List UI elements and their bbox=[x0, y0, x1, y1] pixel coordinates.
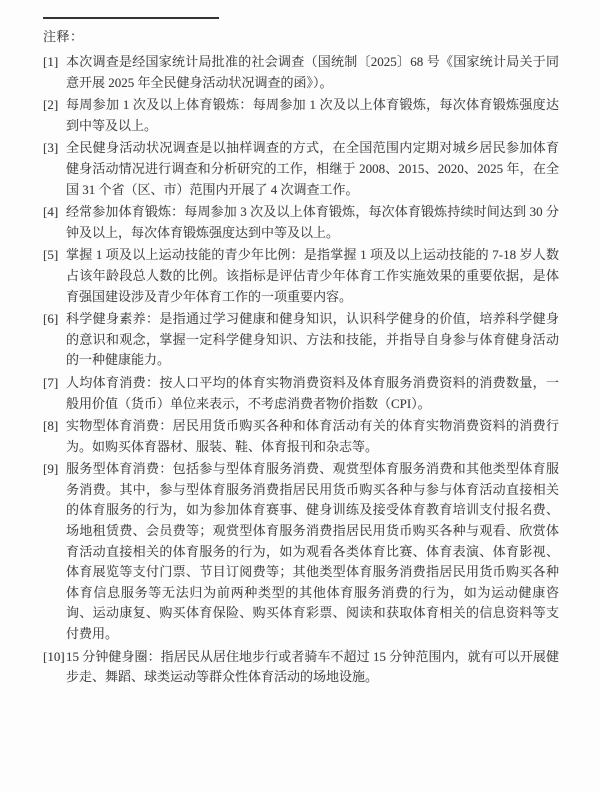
note-item bbox=[43, 416, 559, 457]
note-marker: [8] bbox=[43, 418, 59, 434]
note-item bbox=[43, 52, 559, 93]
note-item bbox=[43, 138, 559, 200]
notes-heading: 注释： bbox=[43, 29, 84, 44]
note-item bbox=[43, 245, 559, 307]
note-marker: [9] bbox=[43, 461, 59, 477]
note-item bbox=[43, 95, 559, 136]
note-marker: [10] bbox=[43, 648, 65, 664]
note-marker: [7] bbox=[43, 374, 59, 390]
note-item bbox=[43, 373, 559, 414]
note-text: 经常参加体育锻炼：每周参加 3 次及以上体育锻炼，每次体育锻炼持续时间达到 30 分钟及以上，每次体育锻炼强度达到中等及以上。 bbox=[66, 204, 559, 240]
note-text: 人均体育消费：按人口平均的体育实物消费资料及体育服务消费资料的消费数量，一般用价值（货币）单位来表示，不考虑消费者物价指数（CPI）。 bbox=[66, 374, 559, 411]
note-item bbox=[43, 309, 559, 371]
note-item bbox=[43, 202, 559, 243]
note-text: 科学健身素养：是指通过学习健康和健身知识，认识科学健身的价值，培养科学健身的意识和观念，掌握一定科学健身知识、方法和技能，并指导自身参与体育健身活动的一种健康能力。 bbox=[66, 311, 559, 368]
note-item bbox=[43, 647, 559, 688]
footnote-separator bbox=[43, 17, 219, 19]
note-text: 15 分钟健身圈：指居民从居住地步行或者骑车不超过 15 分钟范围内，就有可以开展健步走、舞蹈、球类运动等群众性体育活动的场地设施。 bbox=[66, 648, 559, 685]
note-marker: [2] bbox=[43, 97, 59, 113]
note-text: 实物型体育消费：居民用货币购买各种和体育活动有关的体育实物消费资料的消费行为。如购买体育器材、服装、鞋、体育报刊和杂志等。 bbox=[66, 418, 559, 454]
note-marker: [6] bbox=[43, 311, 59, 327]
note-text: 服务型体育消费：包括参与型体育服务消费、观赏型体育服务消费和其他类型体育服务消费。其中，参与型体育服务消费指居民用货币购买各种与参与体育活动直接相关的体育服务的行为，如为参加体育赛事、健身训练及接受体育教育培训支付报名费、场地租赁费、会员费等；观赏型体育服务消费指居民用货币购买各种与观看、欣赏体育活动直接相关的体育服务的行为，如为观看各类体育比赛、体育表演、体育影视、体育展览等支付门票、节目订阅费等；其他类型体育服务消费指居民用货币购买各种体育信息服务等无法归为前两种类型的其他体育服务消费的行为，如为运动健康咨询、运动康复、购买体育保险、购买体育彩票、阅读和获取体育相关的信息资料等支付费用。 bbox=[66, 461, 559, 642]
note-text: 本次调查是经国家统计局批准的社会调查（国统制〔2025〕68 号《国家统计局关于同意开展 2025 年全民健身活动状况调查的函》）。 bbox=[66, 54, 559, 90]
note-marker: [1] bbox=[43, 54, 59, 69]
note-text: 全民健身活动状况调查是以抽样调查的方式，在全国范围内定期对城乡居民参加体育健身活动情况进行调查和分析研究的工作，相继于 2008、2015、2020、2025 年，在全国 31 个省（区、市）范围内开展了 4 次调查工作。 bbox=[66, 140, 559, 197]
notes-list bbox=[43, 52, 559, 690]
note-marker: [5] bbox=[43, 247, 59, 263]
note-marker: [4] bbox=[43, 204, 59, 220]
note-item bbox=[43, 459, 559, 644]
note-marker: [3] bbox=[43, 140, 59, 156]
note-text: 掌握 1 项及以上运动技能的青少年比例：是指掌握 1 项及以上运动技能的 7-18 岁人数占该年龄段总人数的比例。该指标是评估青少年体育工作实施效果的重要依据，是体育强国建设涉及青少年体育工作的一项重要内容。 bbox=[66, 247, 559, 304]
note-text: 每周参加 1 次及以上体育锻炼：每周参加 1 次及以上体育锻炼，每次体育锻炼强度达到中等及以上。 bbox=[66, 97, 559, 133]
